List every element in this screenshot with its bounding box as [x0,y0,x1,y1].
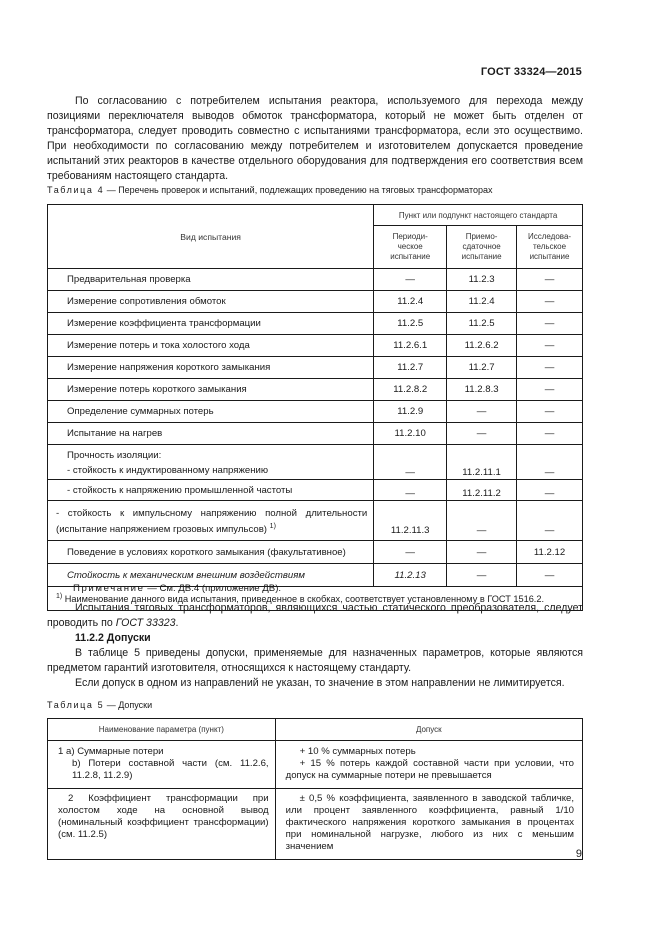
table-row [48,335,583,357]
table5-header-tolerance: Допуск [275,719,582,741]
row-name: Определение суммарных потерь [48,401,374,423]
table-cell: 11.2.5 [374,313,447,335]
note [73,581,583,596]
tolerance-paragraph-2: Если допуск в одном из направлений не указан, то значение в этом направлении не лимитируется. [75,677,565,689]
row-name: Измерение напряжения короткого замыкания [48,357,374,379]
row-name: Измерение потерь и тока холостого хода [48,335,374,357]
insulation-row-name: - стойкость к напряжению промышленной частоты [48,480,374,501]
table-cell: 11.2.11.3 [374,501,447,541]
table-cell: 11.2.7 [447,357,517,379]
table-cell: — [517,423,583,445]
table-cell: 11.2.13 [374,564,447,587]
row-name: Измерение сопротивления обмоток [48,291,374,313]
table-cell: — [517,501,583,541]
insulation-title-cell [48,445,374,480]
short-circuit-row-name: Поведение в условиях короткого замыкания (факультативное) [48,541,374,564]
table-cell: 11.2.4 [374,291,447,313]
row-name: Измерение потерь короткого замыкания [48,379,374,401]
table4-header-kind: Вид испытания [48,205,374,269]
table-cell: — [517,313,583,335]
table-cell: 11.2.10 [374,423,447,445]
table-row [48,401,583,423]
table4 [47,204,583,611]
table-cell: — [374,269,447,291]
row-name: Испытание на нагрев [48,423,374,445]
table5-caption-text: — Допуски [104,700,153,710]
document-code: ГОСТ 33324—2015 [480,66,582,78]
table-cell: 11.2.8.3 [447,379,517,401]
traction-paragraph: Испытания тяговых трансформаторов, являющихся частью статического преобразователя, следует проводить по ГОСТ 33323. [47,602,583,629]
tolerance-paragraph-1: В таблице 5 приведены допуски, применяемые для назначенных параметров, которые являются предметом гарантий изготовителя, относящихся к настоящему стандарту. [47,647,583,674]
table-row [48,313,583,335]
gost-reference-link: ГОСТ 33323 [115,617,176,629]
table-row [48,291,583,313]
table-cell: — [374,445,447,480]
table5-row2-tolerance: ± 0,5 % коэффициента, заявленного в заводской табличке, или процент заявленного коэффициента, равный 1/10 фактического напряжения короткого замыкания в процентах при номинальной нагрузке, любого из них с меньшим значением [275,789,582,860]
table5-row1-tolerance: + 10 % суммарных потерь + 15 % потерь каждой составной части при условии, что допуск на суммарные потери не превышается [275,741,582,789]
table-cell: 11.2.9 [374,401,447,423]
table-cell: — [374,541,447,564]
table-cell: — [517,379,583,401]
table-cell: — [517,269,583,291]
table-cell: — [517,401,583,423]
table4-caption-text: — Перечень проверок и испытаний, подлежащих проведению на тяговых трансформаторах [104,185,493,195]
table-cell: — [517,291,583,313]
table-row [48,379,583,401]
row-name: Измерение коэффициента трансформации [48,313,374,335]
table4-caption-label: Таблица 4 [47,185,105,195]
table-cell: — [517,445,583,480]
note-text: — См. ДВ.4 (приложение ДВ). [144,583,282,594]
section-title: 11.2.2 Допуски [75,632,151,644]
table5-row1-param: 1 a) Суммарные потери b) Потери составной части (см. 11.2.6, 11.2.8, 11.2.9) [48,741,276,789]
table-cell: 11.2.3 [447,269,517,291]
table5-caption [47,700,152,710]
table-cell: — [447,423,517,445]
table-row [48,357,583,379]
table5-caption-label: Таблица 5 [47,700,105,710]
table-cell: 11.2.6.1 [374,335,447,357]
table-cell: — [447,564,517,587]
table4-header-group: Пункт или подпункт настоящего стандарта [374,205,583,226]
table-cell: 11.2.11.2 [447,480,517,501]
table5-header-param: Наименование параметра (пункт) [48,719,276,741]
table-cell: 11.2.7 [374,357,447,379]
table-cell: 11.2.4 [447,291,517,313]
table-cell: — [447,501,517,541]
table5-row2-param: 2 Коэффициент трансформации при холостом ходе на основной вывод (номинальный коэффициент трансформации) (см. 11.2.5) [48,789,276,860]
table-cell: — [447,401,517,423]
table-cell: 11.2.11.1 [447,445,517,480]
table-row [48,423,583,445]
row-name: Предварительная проверка [48,269,374,291]
table-cell: — [517,335,583,357]
table-cell: 11.2.6.2 [447,335,517,357]
table4-header-acceptance: Приемо- сдаточное испытание [447,226,517,269]
impulse-row-name: - стойкость к импульсному напряжению полной длительности (испытание напряжением грозовых импульсов) $^{1)}$ [48,501,374,541]
table4-header-periodic: Периоди- ческое испытание [374,226,447,269]
table-cell: — [447,541,517,564]
table-cell: — [374,480,447,501]
table-cell: — [517,357,583,379]
table4-header-research: Исследова- тельское испытание [517,226,583,269]
note-label: Примечание [73,583,145,594]
insulation-row-name: - стойкость к индуктированному напряжению [67,465,269,476]
insulation-title: Прочность изоляции: [67,450,162,461]
table-cell: — [517,564,583,587]
table-cell: 11.2.8.2 [374,379,447,401]
table-cell: 11.2.12 [517,541,583,564]
table5 [47,718,583,860]
table4-footnote: $^{1)}$ Наименование данного вида испытания, приведенное в скобках, соответствует установленному в ГОСТ 1516.2. [48,587,583,611]
page-number: 9 [575,848,582,860]
table-cell: — [517,480,583,501]
intro-paragraph: По согласованию с потребителем испытания реактора, используемого для перехода между позициями переключателя выводов обмоток трансформатора, который не может быть отделен от трансформатора, следует проводить совместно с испытаниями трансформатора, если это осуществимо. При необходимости по согласованию между потребителем и изготовителем допускается проведение испытаний этих реакторов в качестве отдельного оборудования для подтверждения его соответствия всем требованиям настоящего стандарта. [47,95,583,182]
table-cell: 11.2.5 [447,313,517,335]
table4-caption [47,185,493,195]
table-row [48,269,583,291]
mechanical-row-name: Стойкость к механическим внешним воздействиям [48,564,374,587]
